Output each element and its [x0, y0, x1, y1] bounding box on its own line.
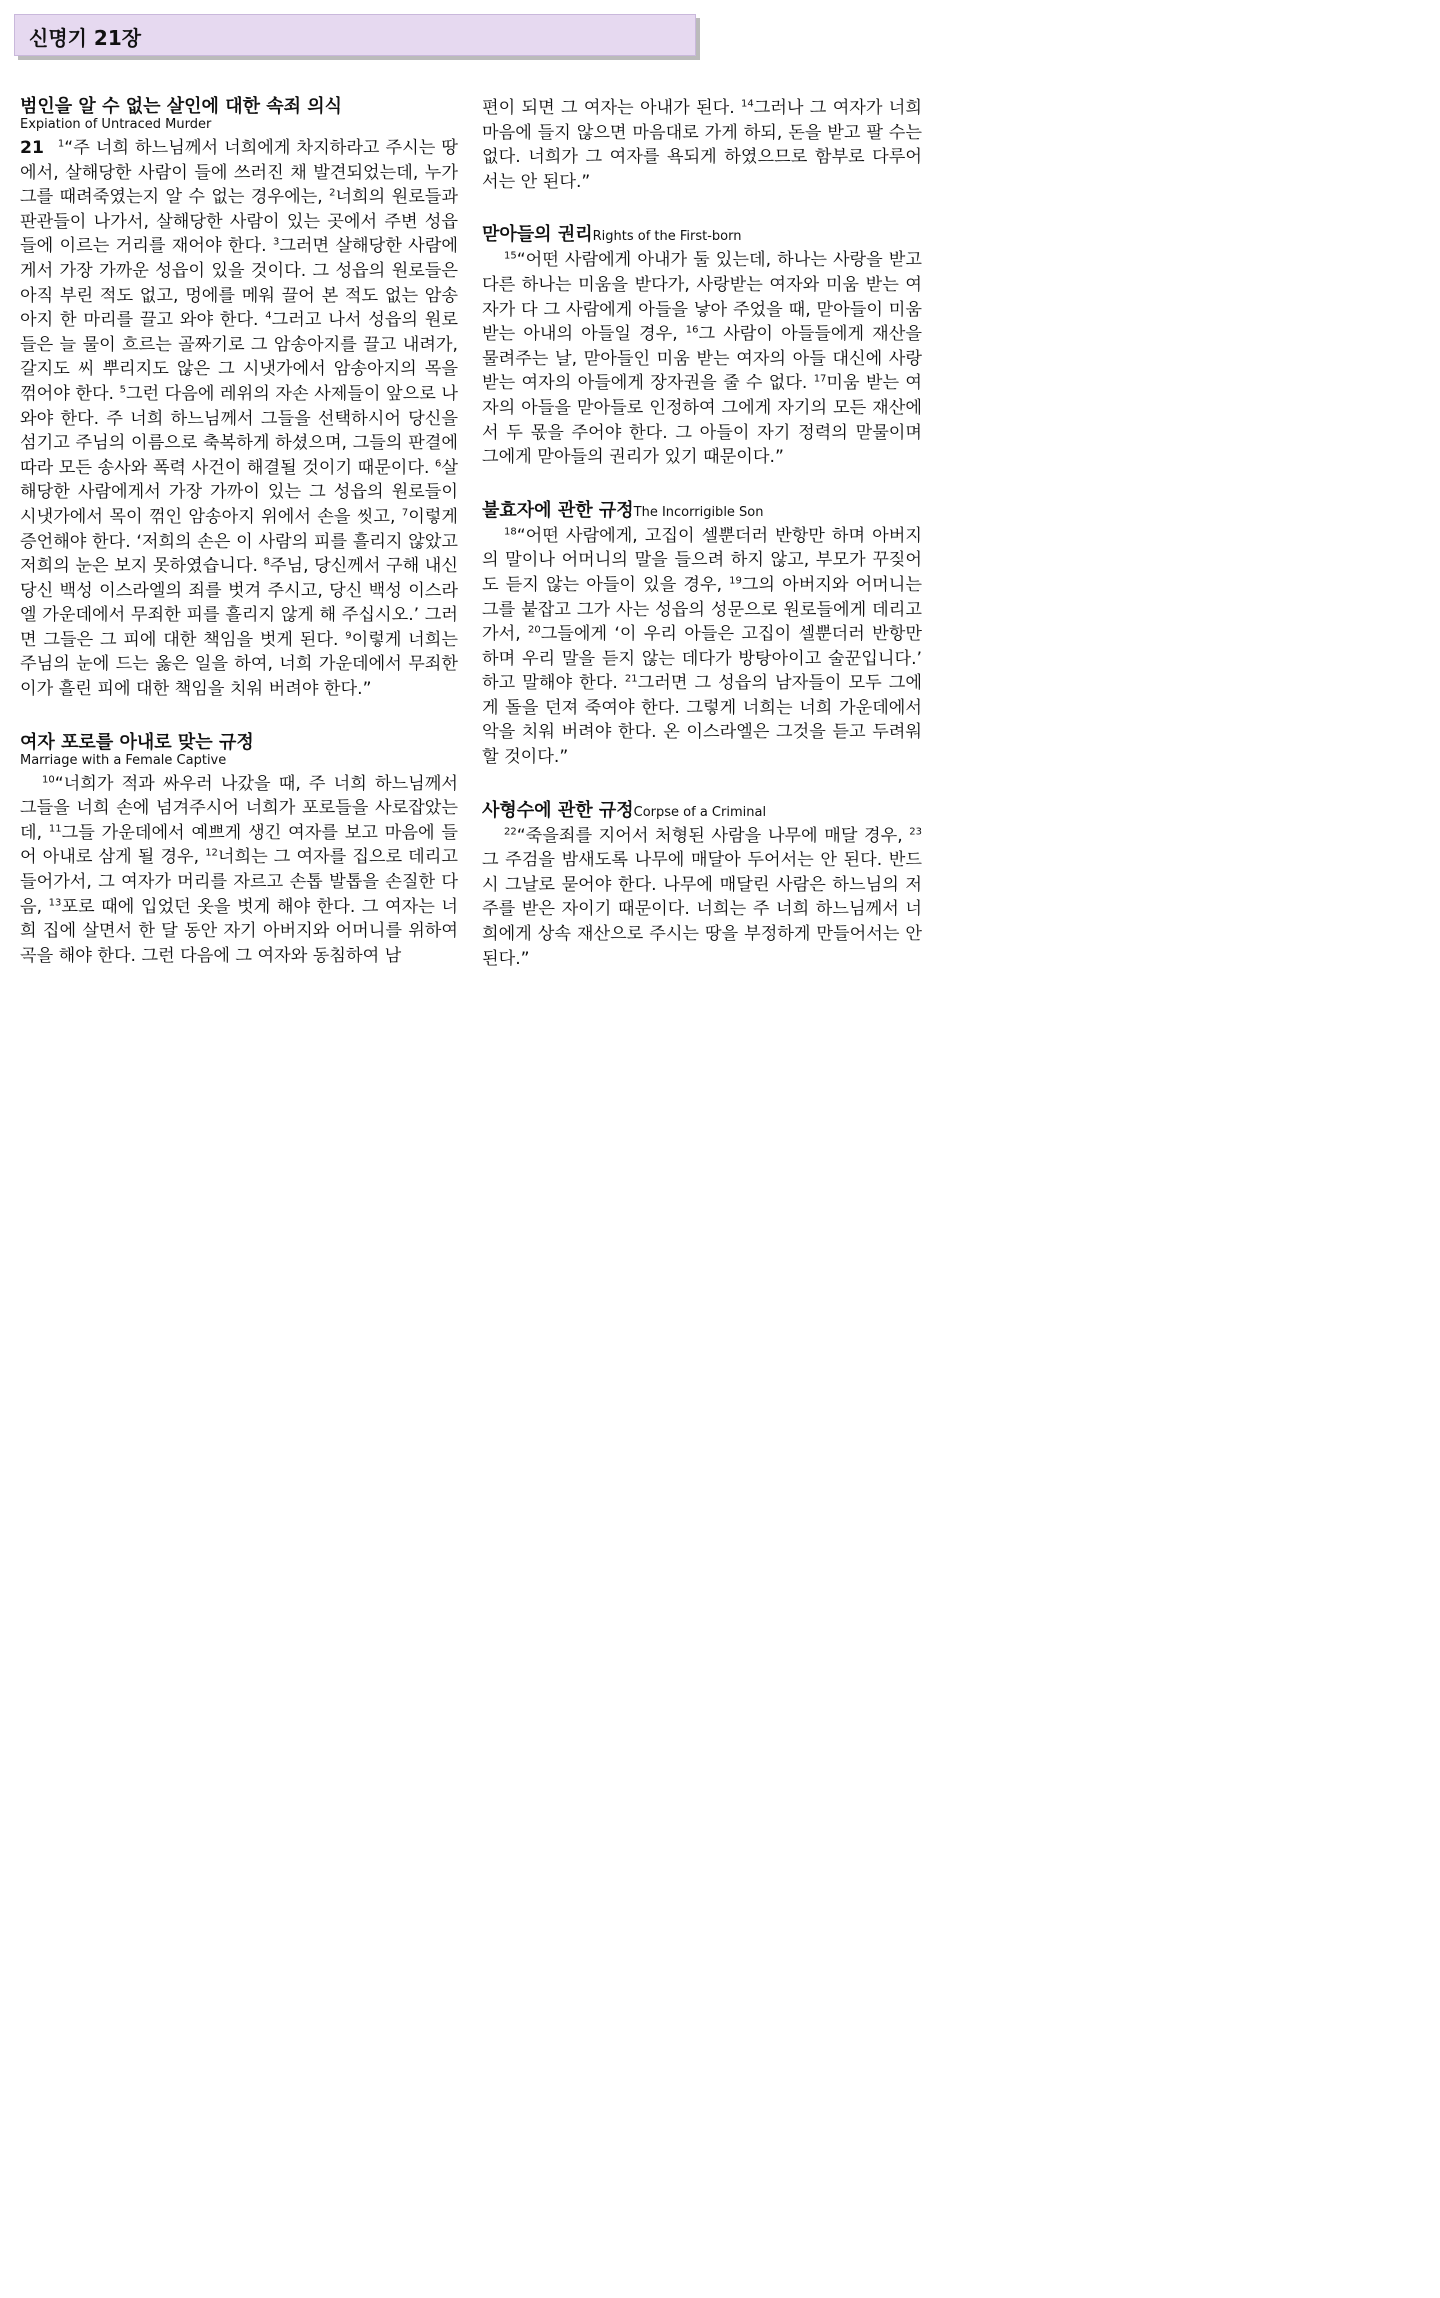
section-subtitle-firstborn: Rights of the First-born: [592, 229, 742, 245]
passage-captive-cont: 편이 되면 그 여자는 아내가 된다. $^{14}$그러나 그 여자가 너희 마음에 들지 않으면 마음대로 가게 하되, 돈을 받고 팔 수는 없다. 너희가 그 여자를 욕되게 하였으므로 함부로 다루어서는 안 된다.”: [482, 98, 922, 192]
section-title-criminal: 사형수에 관한 규정Corpse of a Criminal: [482, 799, 767, 821]
section-subtitle-captive: Marriage with a Female Captive: [20, 752, 227, 768]
passage-criminal: $^{22}$“죽을죄를 지어서 처형된 사람을 나무에 매달 경우, $^{23}$그 주검을 밤새도록 나무에 매달아 두어서는 안 된다. 반드시 그날로 묻어야 한다. 나무에 매달린 사람은 하느님의 저주를 받은 자이기 때문이다. 너희는 주 너희 하느님께서 너희에게 상속 재산으로 주시는 땅을 부정하게 만들어서는 안 된다.”: [482, 825, 922, 969]
section-title-firstborn: 맏아들의 권리Rights of the First-born: [482, 224, 742, 246]
passage-murder: [20, 136, 458, 702]
section-subtitle-murder: Expiation of Untraced Murder: [20, 117, 212, 132]
section-title-son: 불효자에 관한 규정The Incorrigible Son: [482, 499, 764, 521]
timeline-chart: [980, 26, 1440, 2298]
passage-son: $^{18}$“어떤 사람에게, 고집이 셀뿐더러 반항만 하며 아버지의 말이나 어머니의 말을 들으려 하지 않고, 부모가 꾸짖어도 듣지 않는 아들이 있을 경우, $^{19}$그의 아버지와 어머니는 그를 붙잡고 그가 사는 성읍의 성문으로 원로들에게 데리고 가서, $^{20}$그들에게 ‘이 우리 아들은 고집이 셀뿐더러 반항만 하며 우리 말을 듣지 않는 데다가 방탕아이고 술꾼입니다.’ 하고 말해야 한다. $^{21}$그러면 그 성읍의 남자들이 모두 그에게 돌을 던져 죽여야 한다. 그렇게 너희는 너희 가운데에서 악을 치워 버려야 한다. 온 이스라엘은 그것을 듣고 두려워할 것이다.”: [482, 525, 922, 768]
section-title-captive: 여자 포로를 아내로 맞는 규정: [20, 731, 254, 753]
text-column-2: [482, 96, 922, 1001]
section-title-murder: 범인을 알 수 없는 살인에 대한 속죄 의식: [20, 96, 343, 117]
page-title-bar: [14, 14, 696, 56]
text-column-1: [20, 96, 458, 998]
section-subtitle-criminal: Corpse of a Criminal: [633, 804, 767, 820]
passage-murder-text: $^1$“주 너희 하느님께서 너희에게 차지하라고 주시는 땅에서, 살해당한 사람이 들에 쓰러진 채 발견되었는데, 누가 그를 때려죽였는지 알 수 없는 경우에는, $^2$너희의 원로들과 판관들이 나가서, 살해당한 사람이 있는 곳에서 주변 성읍들에 이르는 거리를 재어야 한다. $^3$그러면 살해당한 사람에게서 가장 가까운 성읍이 있을 것이다. 그 성읍의 원로들은 아직 부린 적도 없고, 멍에를 메워 끌어 본 적도 없는 암송아지 한 마리를 끌고 와야 한다. $^4$그러고 나서 성읍의 원로들은 늘 물이 흐르는 골짜기로 그 암송아지를 끌고 내려가, 갈지도 씨 뿌리지도 않은 그 시냇가에서 암송아지의 목을 꺾어야 한다. $^5$그런 다음에 레위의 자손 사제들이 앞으로 나와야 한다. 주 너희 하느님께서 그들을 선택하시어 당신을 섬기고 주님의 이름으로 축복하게 하셨으며, 그들의 판결에 따라 모든 송사와 폭력 사건이 해결될 것이기 때문이다. $^6$살해당한 사람에게서 가장 가까이 있는 그 성읍의 원로들이 시냇가에서 목이 꺾인 암송아지 위에서 손을 씻고, $^7$이렇게 증언해야 한다. ‘저희의 손은 이 사람의 피를 흘리지 않았고 저희의 눈은 보지 못하였습니다. $^8$주님, 당신께서 구해 내신 당신 백성 이스라엘의 죄를 벗겨 주시고, 당신 백성 이스라엘 가운데에서 무죄한 피를 흘리지 않게 해 주십시오.’ 그러면 그들은 그 피에 대한 책임을 벗게 된다. $^9$이렇게 너희는 주님의 눈에 드는 옳은 일을 하여, 너희 가운데에서 무죄한 이가 흘린 피에 대한 책임을 치워 버려야 한다.”: [20, 138, 459, 700]
timeline-svg: [980, 26, 1440, 2298]
passage-captive: $^{10}$“너희가 적과 싸우러 나갔을 때, 주 너희 하느님께서 그들을 너희 손에 넘겨주시어 너희가 포로들을 사로잡았는데, $^{11}$그들 가운데에서 예쁘게 생긴 여자를 보고 마음에 들어 아내로 삼게 될 경우, $^{12}$너희는 그 여자를 집으로 데리고 들어가서, 그 여자가 머리를 자르고 손톱 발톱을 손질한 다음, $^{13}$포로 때에 입었던 옷을 벗게 해야 한다. 그 여자는 너희 집에 살면서 한 달 동안 자기 아버지와 어머니를 위하여 곡을 해야 한다. 그런 다음에 그 여자와 동침하여 남: [20, 773, 459, 966]
section-subtitle-son: The Incorrigible Son: [633, 504, 764, 520]
passage-firstborn: $^{15}$“어떤 사람에게 아내가 둘 있는데, 하나는 사랑을 받고 다른 하나는 미움을 받다가, 사랑받는 여자와 미움 받는 여자가 다 그 사람에게 아들을 낳아 주었을 때, 맏아들이 미움 받는 아내의 아들일 경우, $^{16}$그 사람이 아들들에게 재산을 물려주는 날, 맏아들인 미움 받는 여자의 아들 대신에 사랑받는 여자의 아들에게 장자권을 줄 수 없다. $^{17}$미움 받는 여자의 아들을 맏아들로 인정하여 그에게 자기의 모든 재산에서 두 몫을 주어야 한다. 그 아들이 자기 정력의 맏물이며 그에게 맏아들의 권리가 있기 때문이다.”: [482, 250, 922, 468]
page-title: 신명기 21장: [29, 26, 142, 50]
chapter-number: 21: [20, 138, 44, 158]
